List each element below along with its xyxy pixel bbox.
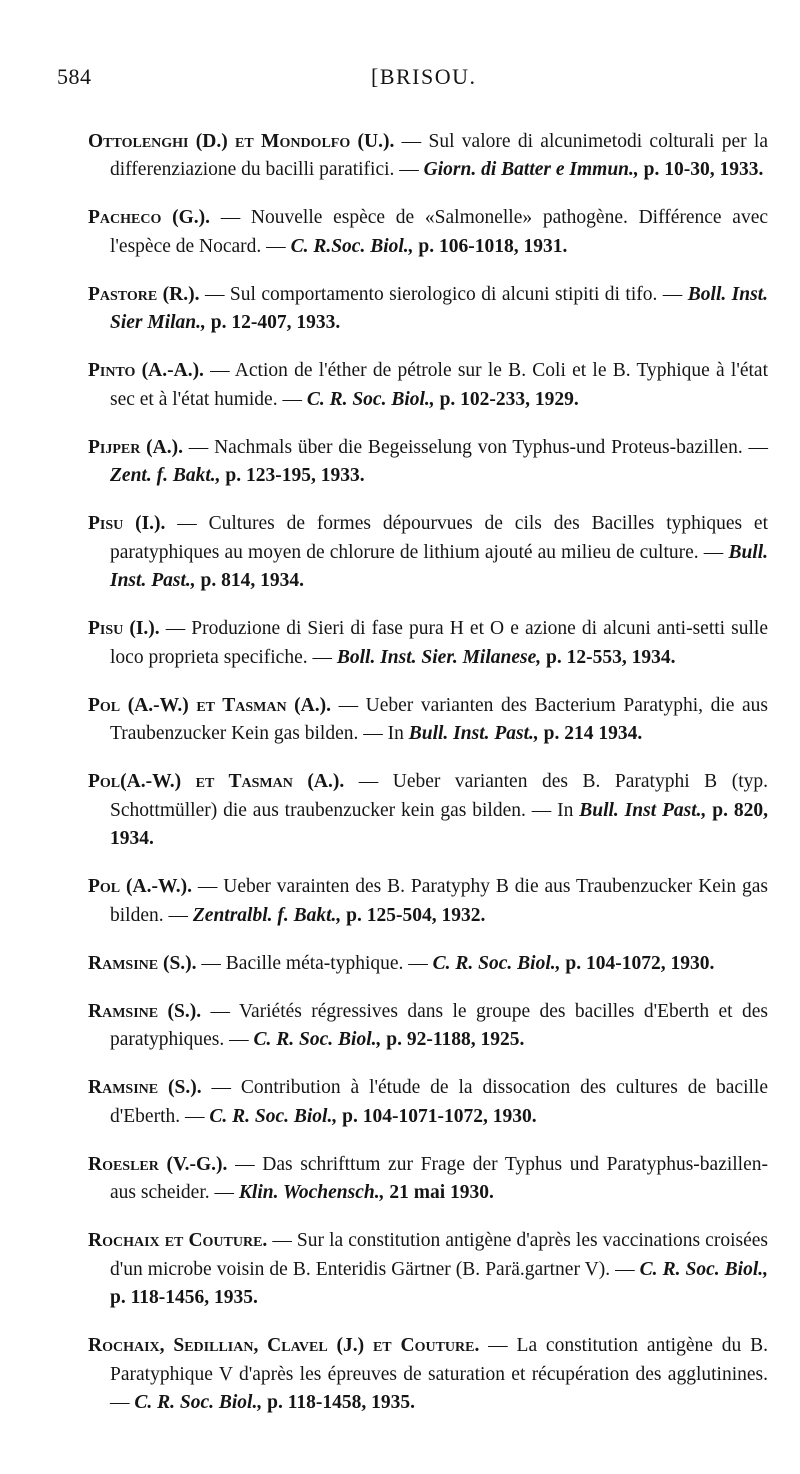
entry-journal: C. R. Soc. Biol.,	[209, 1105, 338, 1127]
entry-pages: p. 104-1072, 1930.	[560, 952, 715, 974]
bibliography-entry	[88, 357, 768, 414]
entry-title: — Sur la constitution antigène d'après les vaccinations croisées d'un microbe voisin de B. Enteridis Gärtner (B. Parä.gartner V). —	[110, 1230, 768, 1280]
entry-title: — Ueber varainten des B. Paratyphy B die aus Traubenzucker Kein gas bilden. —	[110, 876, 768, 926]
entry-pages: p. 820, 1934.	[110, 799, 769, 849]
entry-pages: p. 214 1934.	[538, 723, 643, 744]
entry-authors: Pol (A.-W.).	[88, 876, 192, 897]
bibliography-entry	[88, 768, 768, 854]
bibliography-entry	[88, 615, 768, 672]
bibliography-entry	[88, 998, 768, 1055]
bibliography-entry	[88, 873, 768, 930]
entry-title: — Variétés régressives dans le groupe des bacilles d'Eberth et des paratyphiques. —	[110, 1000, 769, 1050]
entry-pages: p. 118-1456, 1935.	[110, 1287, 258, 1308]
bibliography-entry	[88, 1227, 768, 1313]
entry-authors: Pol(A.-W.) et Tasman (A.).	[88, 771, 345, 792]
bibliography-entry	[88, 1332, 768, 1418]
running-head: [BRISOU.	[371, 64, 477, 89]
entry-authors: Roesler (V.-G.).	[88, 1153, 228, 1175]
entry-title: — Produzione di Sieri di fase pura H et O e azione di alcuni anti-setti sulle loco proprieta specifiche. —	[110, 618, 768, 668]
entry-title: — Ueber varianten des Bacterium Paratyphi, die aus Traubenzucker Kein gas bilden. — In	[110, 694, 768, 744]
entry-title: — Contribution à l'étude de la dissocation des cultures de bacille d'Eberth. —	[110, 1077, 768, 1127]
bibliography-entry	[88, 434, 768, 491]
bibliography-entry	[88, 1074, 768, 1131]
entry-journal: Bull. Inst. Past.,	[408, 723, 539, 744]
entry-title: — Das schrifttum zur Frage der Typhus und Paratyphus-bazillen- aus scheider. —	[110, 1153, 768, 1203]
entry-journal: Zent. f. Bakt.,	[110, 465, 221, 486]
entry-journal: C. R. Soc. Biol.,	[639, 1258, 768, 1280]
entry-title: — Ueber varianten des B. Paratyphi B (typ. Schottmüller) die aus traubenzucker kein gas bilden. — In	[110, 771, 768, 821]
entry-pages: p. 118-1458, 1935.	[262, 1392, 415, 1413]
entry-title: — La constitution antigène du B. Paratyphique V d'après les épreuves de saturation et récupération des agglutinines. —	[110, 1335, 768, 1413]
entry-title: — Cultures de formes dépourvues de cils des Bacilles typhiques et paratyphiques au moyen de chlorure de lithium ajouté au milieu de culture. —	[110, 513, 768, 563]
entry-pages: p. 814, 1934.	[195, 570, 304, 591]
entry-authors: Ramsine (S.).	[88, 1000, 202, 1022]
entry-journal: Klin. Wochensch.,	[238, 1182, 385, 1203]
entry-pages: p. 104-1071-1072, 1930.	[337, 1105, 537, 1127]
entry-authors: Ramsine (S.).	[88, 1077, 202, 1098]
entry-authors: Ramsine (S.).	[88, 952, 197, 974]
bibliography-entry	[88, 204, 768, 261]
bibliography-entry	[88, 950, 768, 979]
page-header	[0, 58, 800, 98]
bibliography-entry	[88, 128, 768, 185]
page-number: 584	[57, 64, 92, 89]
entry-pages: p. 12-553, 1934.	[541, 646, 676, 668]
entry-journal: C. R. Soc. Biol.,	[253, 1029, 382, 1050]
entry-authors: Pastore (R.).	[88, 283, 200, 305]
entry-authors: Pacheco (G.).	[88, 207, 210, 228]
entry-authors: Pinto (A.-A.).	[88, 360, 204, 381]
entry-journal: C. R. Soc. Biol.,	[134, 1392, 263, 1413]
entry-title: — Sul comportamento sierologico di alcuni stipiti di tifo. —	[199, 283, 688, 305]
entry-authors: Rochaix, Sedillian, Clavel (J.) et Couture.	[88, 1335, 480, 1356]
entry-pages: p. 12-407, 1933.	[205, 312, 341, 333]
entry-pages: p. 10-30, 1933.	[638, 159, 764, 180]
entry-journal: Bull. Inst Past.,	[579, 799, 707, 821]
bibliography-entry	[88, 510, 768, 596]
entry-authors: Pijper (A.).	[88, 436, 183, 458]
entry-journal: C. R.Soc. Biol.,	[290, 235, 414, 257]
bibliography-entry	[88, 281, 768, 338]
entry-title: — Nachmals über die Begeisselung von Typhus-und Proteus-bazillen. —	[182, 436, 768, 458]
bibliography-list	[88, 108, 768, 1429]
entry-authors: Rochaix et Couture.	[88, 1230, 268, 1251]
entry-journal: Bull. Inst. Past.,	[110, 541, 768, 591]
entry-journal: Zentralbl. f. Bakt.,	[192, 904, 342, 926]
entry-journal: C. R. Soc. Biol.,	[432, 952, 561, 974]
entry-authors: Ottolenghi (D.) et Mondolfo (U.).	[88, 130, 395, 152]
entry-title: — Nouvelle espèce de «Salmonelle» pathogène. Différence avec l'espèce de Nocard. —	[110, 207, 769, 257]
entry-authors: Pisu (I.).	[88, 513, 166, 534]
entry-authors: Pisu (I.).	[88, 618, 160, 639]
entry-title: — Action de l'éther de pétrole sur le B. Coli et le B. Typhique à l'état sec et à l'état humide. —	[110, 360, 768, 410]
entry-authors: Pol (A.-W.) et Tasman (A.).	[88, 694, 331, 716]
entry-journal: Giorn. di Batter e Immun.,	[423, 159, 639, 180]
bibliography-entry	[88, 692, 768, 749]
entry-journal: C. R. Soc. Biol.,	[306, 388, 435, 410]
entry-pages: p. 102-233, 1929.	[434, 388, 579, 410]
entry-title: — Sul valore di alcunimetodi colturali per la differenziazione du bacilli paratifici. —	[110, 130, 768, 180]
entry-pages: p. 106-1018, 1931.	[413, 235, 568, 257]
entry-journal: Boll. Inst. Sier Milan.,	[110, 283, 768, 333]
entry-pages: p. 123-195, 1933.	[220, 465, 365, 486]
bibliography-entry	[88, 1151, 768, 1208]
entry-journal: Boll. Inst. Sier. Milanese,	[336, 646, 542, 668]
entry-pages: p. 92-1188, 1925.	[381, 1029, 525, 1050]
entry-pages: 21 mai 1930.	[384, 1182, 494, 1203]
entry-pages: p. 125-504, 1932.	[341, 904, 486, 926]
entry-title: — Bacille méta-typhique. —	[196, 952, 433, 974]
